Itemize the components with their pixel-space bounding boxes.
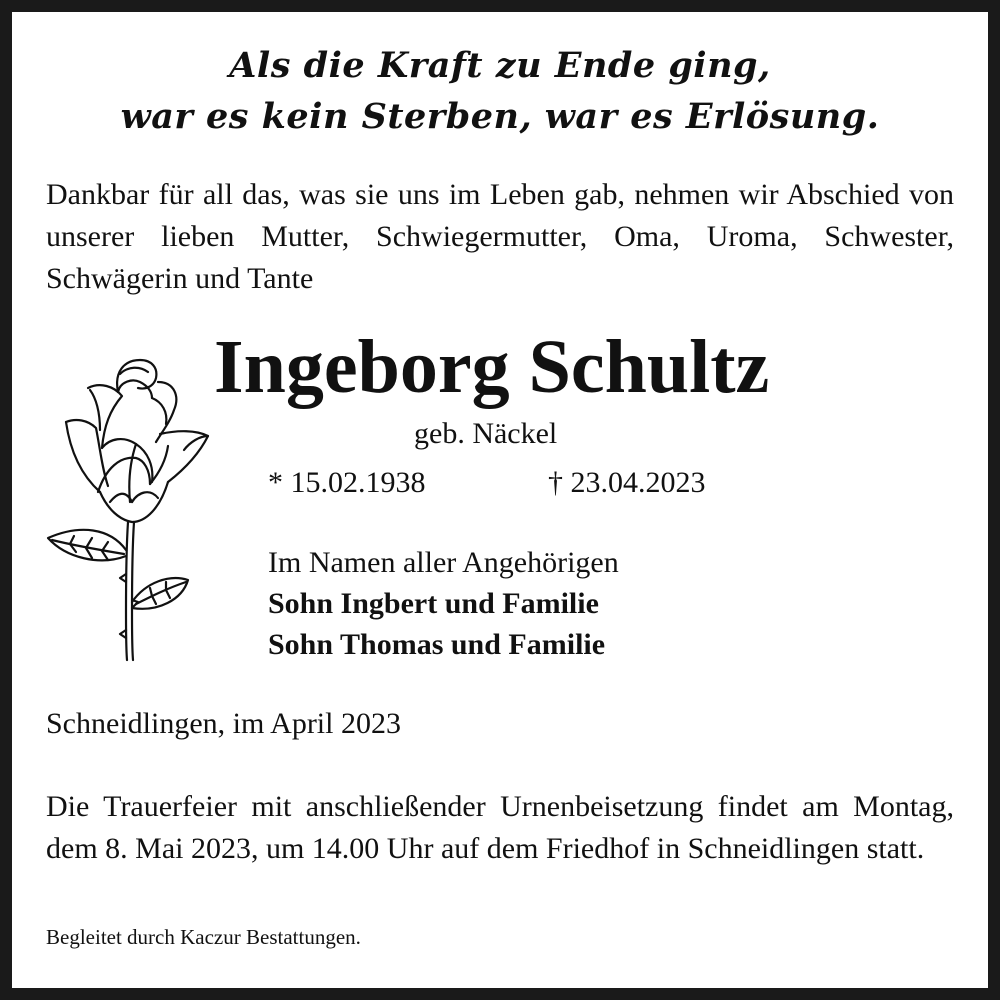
ceremony-notice: Die Trauerfeier mit anschließender Urnenbeisetzung findet am Montag, dem 8. Mai 2023, um 14.00 Uhr auf dem Friedhof in Schneidlingen statt. bbox=[46, 790, 954, 865]
undertaker-note: Begleitet durch Kaczur Bestattungen. bbox=[46, 925, 361, 949]
deceased-name: Ingeborg Schultz bbox=[214, 325, 770, 409]
signature-intro: Im Namen aller Angehörigen bbox=[268, 546, 619, 579]
motto-line-1: Als die Kraft zu Ende ging, bbox=[229, 45, 771, 86]
place-and-date: Schneidlingen, im April 2023 bbox=[46, 707, 401, 740]
death-date: † 23.04.2023 bbox=[548, 466, 706, 499]
signature-son-thomas: Sohn Thomas und Familie bbox=[268, 628, 606, 661]
signature-son-ingbert: Sohn Ingbert und Familie bbox=[268, 587, 599, 620]
motto-line-2: war es kein Sterben, war es Erlösung. bbox=[120, 96, 880, 137]
birth-date: * 15.02.1938 bbox=[268, 466, 426, 499]
rose-icon bbox=[40, 352, 215, 664]
intro-text: Dankbar für all das, was sie uns im Leben gab, nehmen wir Abschied von unserer lieben Mutter, Schwiegermutter, Oma, Uroma, Schwester, Schwägerin und Tante bbox=[46, 178, 954, 295]
birth-name: geb. Näckel bbox=[414, 417, 558, 450]
